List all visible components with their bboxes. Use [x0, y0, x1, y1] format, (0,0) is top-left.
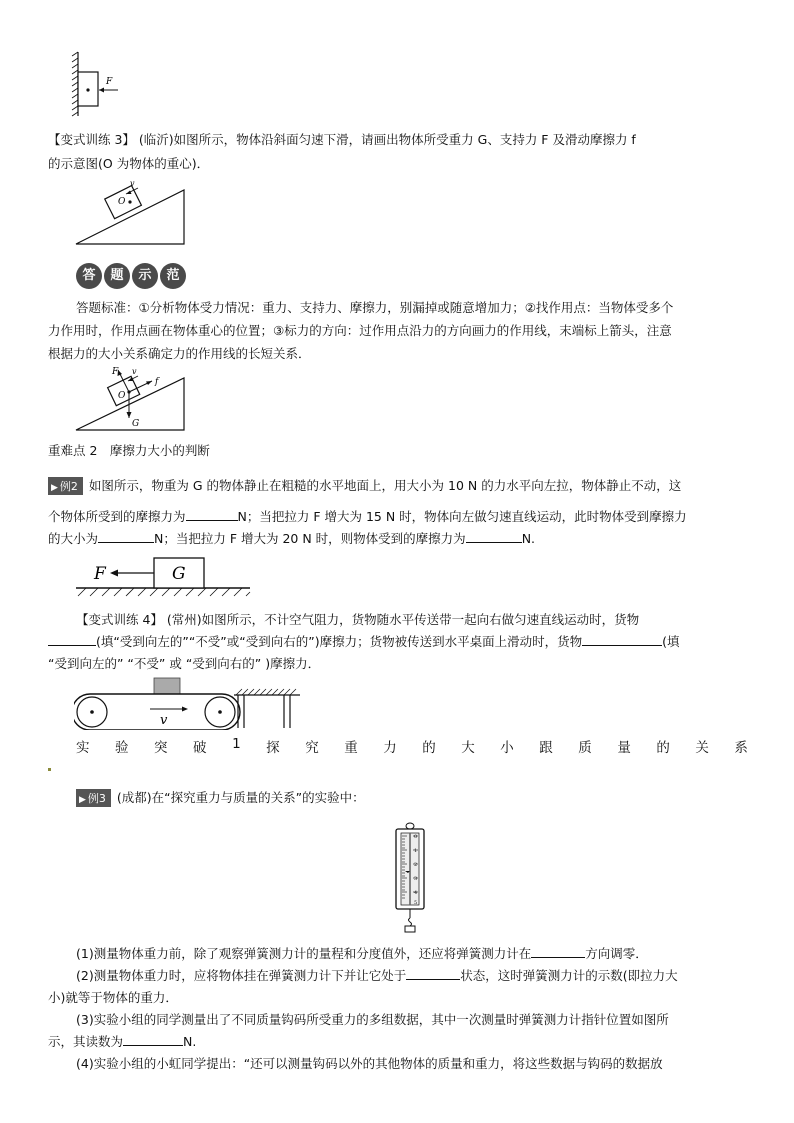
- scale-tick-label: 1: [414, 848, 418, 854]
- scale-tick-label: 2: [414, 862, 418, 868]
- conveyor-v-label: v: [160, 713, 168, 728]
- answer-blank[interactable]: [123, 1033, 183, 1046]
- center-o-label: O: [118, 391, 126, 401]
- incline-figure: [72, 174, 192, 250]
- answer-blank[interactable]: [466, 530, 522, 543]
- heading-char: 实: [76, 740, 90, 756]
- heading-char: 量: [617, 740, 631, 756]
- answer-standard-line1: 答题标准：①分析物体受力情况：重力、支持力、摩擦力，别漏掉或随意增加力；②找作用点：当物体受多个: [76, 300, 674, 315]
- ground-block-figure: [74, 556, 254, 598]
- answer-blank[interactable]: [582, 633, 662, 646]
- badge-char: 示: [132, 263, 158, 289]
- scale-tick-label: 3: [414, 876, 418, 882]
- heading-char: 破: [193, 740, 207, 756]
- heading-char: 验: [115, 740, 129, 756]
- badge-char: 题: [104, 263, 130, 289]
- answer-standard-line2: 力作用时，作用点画在物体重心的位置；③标力的方向：过作用点沿力的方向画力的作用线，末端标上箭头，注意: [48, 323, 672, 338]
- drill4-line3: “受到向左的” “不受” 或 “受到向右的” )摩擦力．: [48, 656, 321, 671]
- heading-char: 探: [266, 740, 280, 756]
- heading-char: 跟: [539, 740, 553, 756]
- answer-blank[interactable]: [531, 945, 585, 958]
- example3-q4: (4)实验小组的小虹同学提出：“还可以测量钩码以外的其他物体的质量和重力，将这些数据与钩码的数据放: [76, 1056, 663, 1071]
- heading-char: 大: [461, 740, 475, 756]
- example-tag: ▶ 例2: [48, 477, 83, 495]
- heading-char: 的: [422, 740, 436, 756]
- example3-q3-cont: 示，其读数为 N.: [48, 1034, 197, 1049]
- badge-char: 范: [160, 263, 186, 289]
- play-triangle-icon: ▶: [51, 483, 58, 493]
- center-o-label: O: [118, 197, 126, 207]
- example3-q1: (1)测量物体重力前，除了观察弹簧测力计的量程和分度值外，还应将弹簧测力计在 方向调零．: [76, 946, 648, 961]
- heading-char: 力: [383, 740, 397, 756]
- heading-char: 的: [656, 740, 670, 756]
- heading-char: 系: [734, 740, 748, 756]
- answer-blank[interactable]: [48, 633, 96, 646]
- scale-tick-label: 4: [414, 890, 418, 896]
- heading-char: 小: [500, 740, 514, 756]
- example3-q3: (3)实验小组的同学测量出了不同质量钩码所受重力的多组数据，其中一次测量时弹簧测力计指针位置如图所: [76, 1012, 669, 1027]
- experiment1-heading: [76, 736, 748, 756]
- example-tag: ▶ 例3: [76, 789, 111, 807]
- answer-example-badge: [76, 263, 188, 289]
- example3-q2: (2)测量物体重力时，应将物体挂在弹簧测力计下并让它处于 状态，这时弹簧测力计的示数(即拉力大: [76, 968, 678, 983]
- drill4-line1: 【变式训练 4】 (常州)如图所示，不计空气阻力，货物随水平传送带一起向右做匀速直线运动时，货物: [76, 612, 640, 627]
- gravity-g-label: G: [132, 419, 140, 429]
- force-f-label: F: [106, 77, 113, 87]
- drill3-line2: 的示意图(O 为物体的重心)．: [48, 156, 210, 171]
- example3-intro: ▶ 例3 (成都)在“探究重力与质量的关系”的实验中：: [76, 788, 748, 807]
- velocity-v-label: v: [130, 179, 135, 188]
- drill3-line1: 【变式训练 3】 (临沂)如图所示，物体沿斜面匀速下滑，请画出物体所受重力 G、支持力 F 及滑动摩擦力 f: [48, 132, 636, 147]
- play-triangle-icon: ▶: [79, 795, 86, 805]
- heading-char: 质: [578, 740, 592, 756]
- block-g-label: G: [172, 564, 186, 584]
- drill4-line2: (填“受到向左的”“不受”或“受到向右的”)摩擦力；货物被传送到水平桌面上滑动时，货物 (填: [48, 632, 748, 650]
- heading-char: 突: [154, 740, 168, 756]
- incline-force-figure: [72, 364, 192, 436]
- friction-f-label: f: [155, 377, 159, 387]
- example3-q2-cont: 小)就等于物体的重力．: [48, 990, 178, 1005]
- answer-blank[interactable]: [186, 508, 238, 521]
- example2-line2: 个物体所受到的摩擦力为 N；当把拉力 F 增大为 15 N 时，物体向左做匀速直线运动，此时物体受到摩擦力: [48, 509, 687, 524]
- example2-line1: ▶ 例2 如图所示，物重为 G 的物体静止在粗糙的水平地面上，用大小为 10 N 的力水平向左拉，物体静止不动，这: [48, 476, 748, 495]
- support-f-label: F: [112, 367, 119, 377]
- answer-blank[interactable]: [406, 967, 460, 980]
- heading-char: 关: [695, 740, 709, 756]
- example2-line3: 的大小为 N；当把拉力 F 增大为 20 N 时，则物体受到的摩擦力为 N.: [48, 531, 536, 546]
- heading-char: 重: [344, 740, 358, 756]
- heading-char: 究: [305, 740, 319, 756]
- stray-dot: [48, 768, 51, 771]
- scale-tick-label: 0: [414, 834, 418, 840]
- answer-standard-line3: 根据力的大小关系确定力的作用线的长短关系．: [48, 346, 311, 361]
- spring-scale-figure: [392, 822, 428, 934]
- key-point2-title: 重难点 2 摩擦力大小的判断: [48, 443, 210, 458]
- answer-blank[interactable]: [98, 530, 154, 543]
- pull-f-label: F: [94, 564, 106, 584]
- scale-tick-label: 5: [414, 900, 418, 906]
- conveyor-figure: [74, 676, 304, 730]
- heading-char: 1: [232, 736, 241, 752]
- badge-char: 答: [76, 263, 102, 289]
- wall-block-figure: [64, 50, 134, 120]
- velocity-v-label: v: [132, 367, 137, 376]
